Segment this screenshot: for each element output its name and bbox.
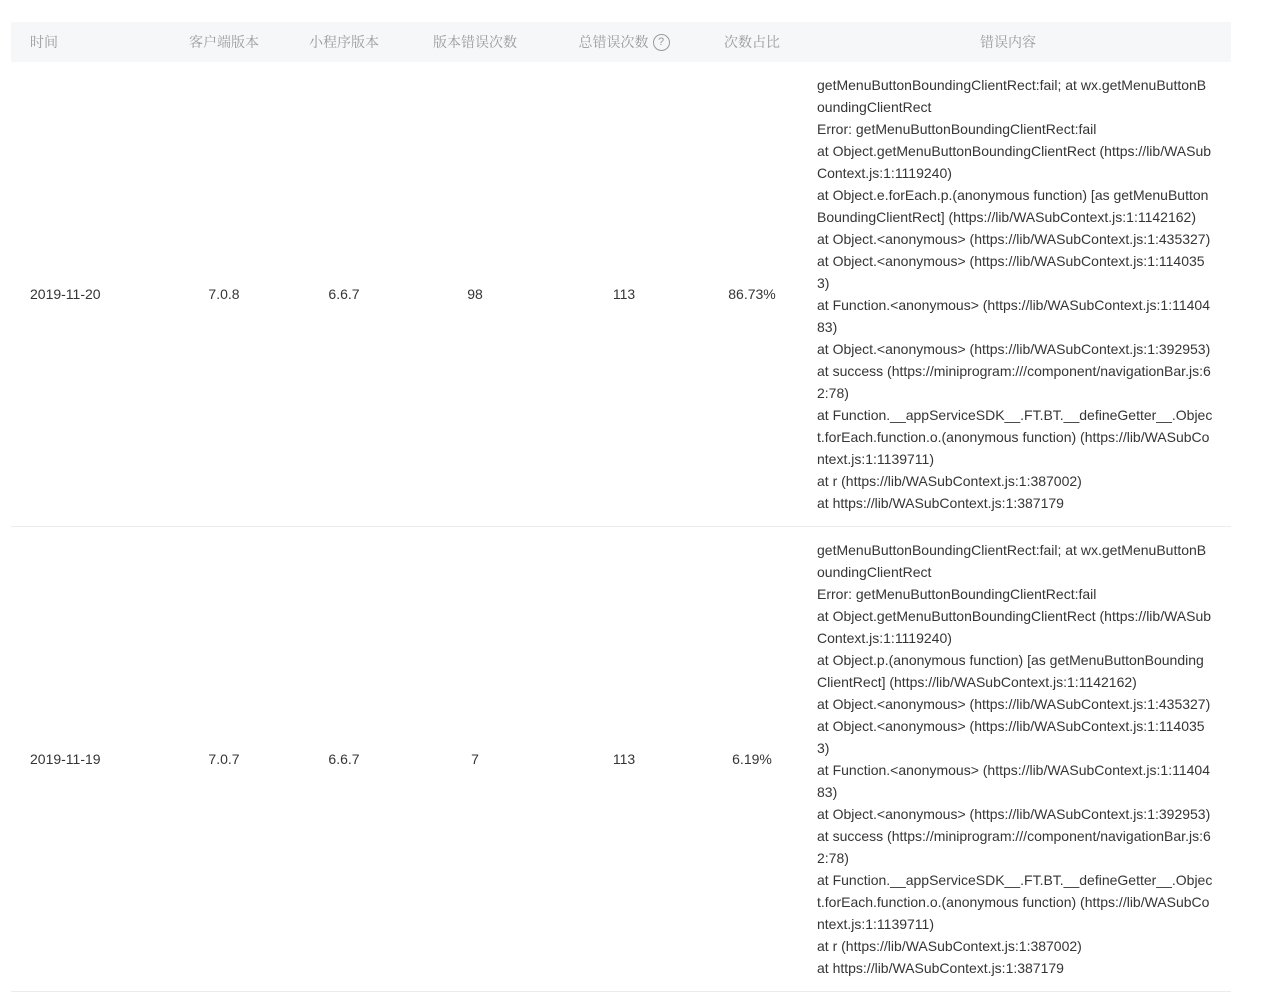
error-line: at Function.<anonymous> (https://lib/WASubContext.js:1:1140483) [817,762,1210,800]
error-line: at Object.p.(anonymous function) [as getMenuButtonBoundingClientRect] (https://lib/WASubContext.js:1:1142162) [817,652,1204,690]
cell-total-error-count: 113 [612,751,636,767]
error-line: Error: getMenuButtonBoundingClientRect:fail [817,586,1097,602]
error-line: at Object.e.forEach.p.(anonymous function) [as getMenuButtonBoundingClientRect] (https://lib/WASubContext.js:1:1142162) [817,187,1209,225]
cell-ratio: 6.19% [732,751,772,767]
error-line: getMenuButtonBoundingClientRect:fail; at wx.getMenuButtonBoundingClientRect [817,77,1207,115]
error-line: at success (https://miniprogram:///component/navigationBar.js:62:78) [817,828,1211,866]
error-line: at Object.<anonymous> (https://lib/WASubContext.js:1:392953) [817,341,1211,357]
cell-error-content [805,62,1231,526]
error-line: at Object.<anonymous> (https://lib/WASubContext.js:1:392953) [817,806,1211,822]
cell-client-version: 7.0.7 [208,751,240,767]
help-icon[interactable]: ? [653,34,670,51]
table-row [11,527,1231,992]
header-date[interactable]: 时间 [30,34,58,50]
cell-ratio: 86.73% [728,286,776,302]
error-line: at Function.__appServiceSDK__.FT.BT.__defineGetter__.Object.forEach.function.o.(anonymous function) (https://lib/WASubContext.js:1:1139711) [817,872,1213,932]
cell-client-version: 7.0.8 [208,286,240,302]
error-line: Error: getMenuButtonBoundingClientRect:fail [817,121,1097,137]
header-miniprogram-version[interactable]: 小程序版本 [309,34,379,50]
table-header [11,22,1231,62]
cell-error-content [805,527,1231,991]
error-line: at https://lib/WASubContext.js:1:387179 [817,495,1064,511]
header-total-error-count-label: 总错误次数 [578,34,649,50]
error-line: at r (https://lib/WASubContext.js:1:387002) [817,473,1082,489]
error-line: at Function.__appServiceSDK__.FT.BT.__defineGetter__.Object.forEach.function.o.(anonymous function) (https://lib/WASubContext.js:1:1139711) [817,407,1213,467]
header-ratio[interactable]: 次数占比 [724,34,780,50]
error-line: getMenuButtonBoundingClientRect:fail; at wx.getMenuButtonBoundingClientRect [817,542,1207,580]
header-client-version[interactable]: 客户端版本 [189,34,259,50]
error-line: at Object.<anonymous> (https://lib/WASubContext.js:1:1140353) [817,253,1205,291]
cell-version-error-count: 7 [471,751,479,767]
error-line: at r (https://lib/WASubContext.js:1:387002) [817,938,1082,954]
cell-miniprogram-version: 6.6.7 [328,286,360,302]
error-table [11,22,1231,992]
cell-miniprogram-version: 6.6.7 [328,751,360,767]
header-error-content: 错误内容 [980,34,1036,50]
header-version-error-count[interactable]: 版本错误次数 [433,34,517,50]
error-line: at success (https://miniprogram:///component/navigationBar.js:62:78) [817,363,1211,401]
error-line: at Object.getMenuButtonBoundingClientRect (https://lib/WASubContext.js:1:1119240) [817,608,1212,646]
error-line: at https://lib/WASubContext.js:1:387179 [817,960,1064,976]
error-line: at Object.<anonymous> (https://lib/WASubContext.js:1:1140353) [817,718,1205,756]
header-total-error-count[interactable] [549,32,699,52]
cell-total-error-count: 113 [612,286,636,302]
error-line: at Function.<anonymous> (https://lib/WASubContext.js:1:1140483) [817,297,1210,335]
error-line: at Object.getMenuButtonBoundingClientRect (https://lib/WASubContext.js:1:1119240) [817,143,1212,181]
error-line: at Object.<anonymous> (https://lib/WASubContext.js:1:435327) [817,696,1211,712]
cell-date: 2019-11-19 [30,751,101,767]
table-row [11,62,1231,527]
cell-version-error-count: 98 [467,286,483,302]
error-line: at Object.<anonymous> (https://lib/WASubContext.js:1:435327) [817,231,1211,247]
cell-date: 2019-11-20 [30,286,101,302]
